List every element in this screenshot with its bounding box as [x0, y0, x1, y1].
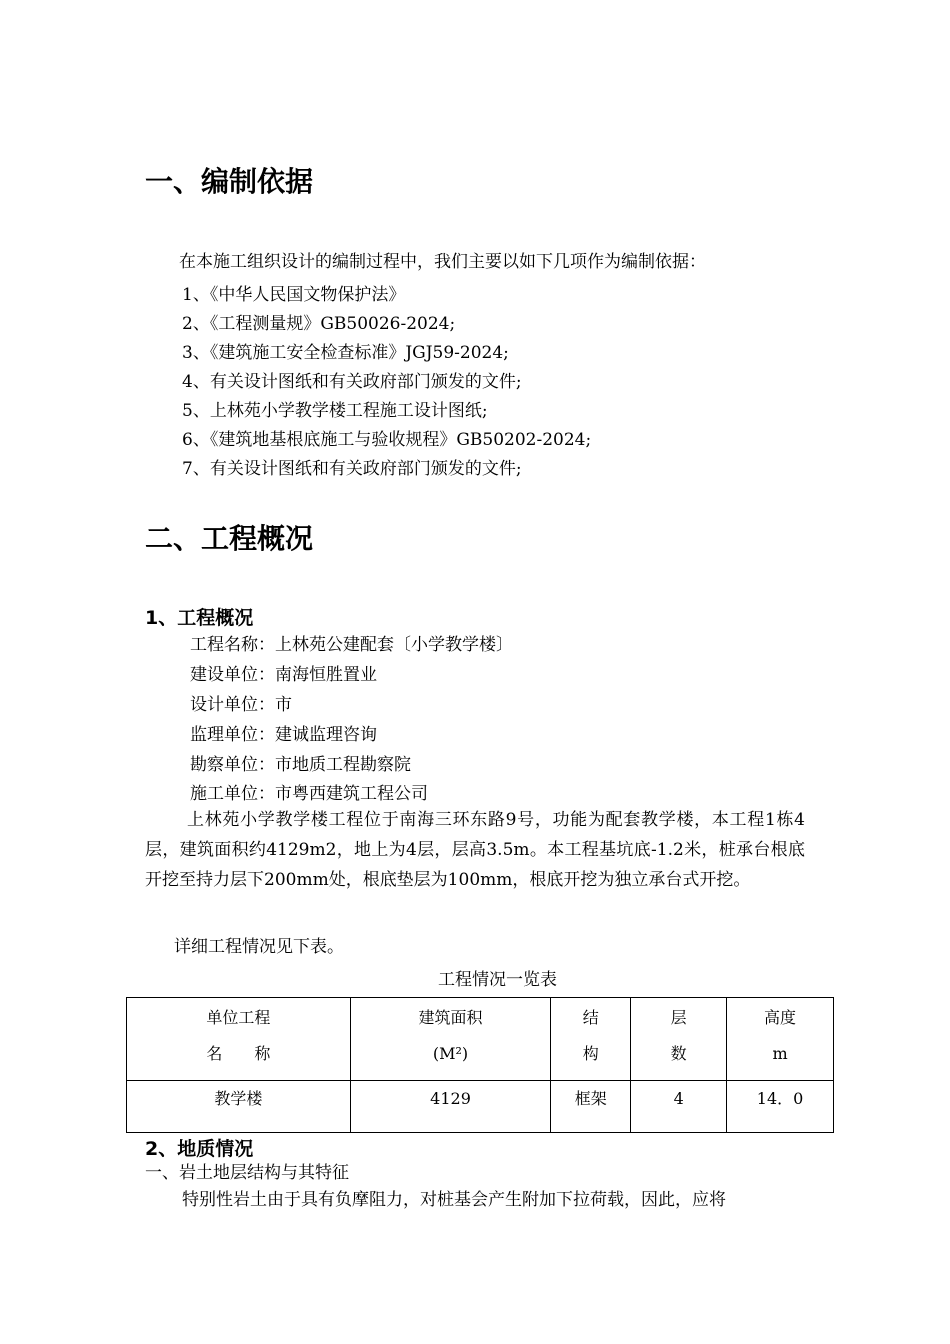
cell-unit-name: 教学楼 [127, 1081, 351, 1133]
subsection-geology-title: 2、地质情况 [145, 1138, 254, 1160]
table-header-row [127, 998, 834, 1081]
table-caption: 工程情况一览表 [438, 970, 557, 990]
builder-unit: 施工单位：市粤西建筑工程公司 [190, 784, 428, 804]
project-overview-table [126, 997, 834, 1133]
basis-item: 7、有关设计图纸和有关政府部门颁发的文件; [182, 459, 522, 479]
header-floors: 层 数 [631, 998, 727, 1081]
section-1-title: 一、编制依据 [145, 165, 314, 198]
project-description: 上林苑小学教学楼工程位于南海三环东路9号，功能为配套教学楼，本工程1栋4层，建筑面积约4129m2，地上为4层，层高3.5m。本工程基坑底-1.2米，桩承台根底开挖至持力层下200mm处，根底垫层为100mm，根底开挖为独立承台式开挖。 [145, 810, 805, 890]
header-unit-name: 单位工程 名 称 [127, 998, 351, 1081]
geology-paragraph: 特别性岩土由于具有负摩阻力，对桩基会产生附加下拉荷载，因此，应将 [182, 1190, 726, 1210]
section-2-title: 二、工程概况 [145, 522, 314, 555]
cell-structure: 框架 [551, 1081, 631, 1133]
basis-item: 2、《工程测量规》GB50026-2024; [182, 314, 456, 334]
geology-item-heading: 一、岩土地层结构与其特征 [145, 1163, 349, 1183]
cell-floor-area: 4129 [350, 1081, 551, 1133]
cell-height: 14．0 [727, 1081, 834, 1133]
supervision-unit: 监理单位：建诚监理咨询 [190, 725, 377, 745]
basis-item: 4、有关设计图纸和有关政府部门颁发的文件; [182, 372, 522, 392]
header-floor-area: 建筑面积 (M²) [350, 998, 551, 1081]
table-row [127, 1081, 834, 1133]
cell-floors: 4 [631, 1081, 727, 1133]
basis-item: 6、《建筑地基根底施工与验收规程》GB50202-2024; [182, 430, 592, 450]
subsection-overview-title: 1、工程概况 [145, 607, 254, 629]
see-table-note: 详细工程情况见下表。 [174, 937, 344, 957]
basis-item: 3、《建筑施工安全检查标准》JGJ59-2024; [182, 343, 509, 363]
basis-item: 1、《中华人民国文物保护法》 [182, 285, 406, 305]
header-structure: 结 构 [551, 998, 631, 1081]
design-unit: 设计单位：市 [190, 695, 292, 715]
construction-unit: 建设单位：南海恒胜置业 [190, 665, 377, 685]
header-height: 高度 m [727, 998, 834, 1081]
basis-intro: 在本施工组织设计的编制过程中，我们主要以如下几项作为编制依据： [179, 252, 706, 272]
survey-unit: 勘察单位：市地质工程勘察院 [190, 755, 411, 775]
basis-item: 5、上林苑小学教学楼工程施工设计图纸; [182, 401, 488, 421]
project-name: 工程名称：上林苑公建配套〔小学教学楼〕 [190, 635, 513, 655]
